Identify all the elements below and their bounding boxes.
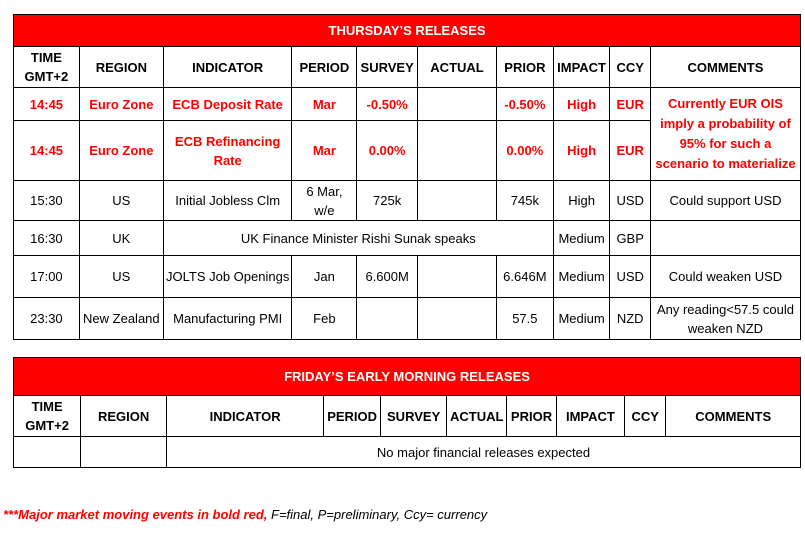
row-actual — [418, 181, 497, 221]
header-prior: PRIOR — [497, 47, 554, 88]
header-indicator: INDICATOR — [163, 47, 292, 88]
row-indicator: Manufacturing PMI — [163, 298, 292, 340]
row-period: Jan — [292, 256, 357, 298]
row-ccy: GBP — [610, 221, 651, 256]
row-survey: -0.50% — [357, 88, 418, 121]
row-ccy: EUR — [610, 88, 651, 121]
row-prior: -0.50% — [497, 88, 554, 121]
header-region: REGION — [79, 47, 163, 88]
row-region: Euro Zone — [79, 88, 163, 121]
row-prior: 745k — [497, 181, 554, 221]
row-actual — [418, 256, 497, 298]
row-survey: 725k — [357, 181, 418, 221]
ecb-comment: Currently EUR OIS imply a probability of 95% for such a scenario to materialize — [650, 88, 800, 181]
footnote-legend: F=final, P=preliminary, Ccy= currency — [267, 507, 488, 522]
row-period: 6 Mar, w/e — [292, 181, 357, 221]
header-comments: COMMENTS — [650, 47, 800, 88]
row-indicator: ECB Refinancing Rate — [163, 121, 292, 181]
row-time-empty — [14, 437, 81, 468]
header-prior: PRIOR — [507, 396, 557, 437]
row-time: 17:00 — [14, 256, 80, 298]
row-impact: High — [553, 181, 610, 221]
no-releases-text: No major financial releases expected — [167, 437, 801, 468]
row-survey — [357, 298, 418, 340]
row-impact: Medium — [553, 256, 610, 298]
row-survey: 0.00% — [357, 121, 418, 181]
row-prior: 0.00% — [497, 121, 554, 181]
row-time: 14:45 — [14, 121, 80, 181]
header-survey: SURVEY — [381, 396, 447, 437]
row-period: Feb — [292, 298, 357, 340]
row-impact: High — [553, 88, 610, 121]
row-time: 23:30 — [14, 298, 80, 340]
row-period: Mar — [292, 88, 357, 121]
header-ccy: CCY — [625, 396, 666, 437]
header-ccy: CCY — [610, 47, 651, 88]
row-comment: Could weaken USD — [650, 256, 800, 298]
friday-releases-table — [13, 357, 801, 468]
header-indicator: INDICATOR — [167, 396, 324, 437]
row-actual — [418, 88, 497, 121]
row-region: US — [79, 256, 163, 298]
header-time: TIME GMT+2 — [14, 396, 81, 437]
header-time: TIME GMT+2 — [14, 47, 80, 88]
row-region: US — [79, 181, 163, 221]
row-impact: Medium — [553, 298, 610, 340]
header-survey: SURVEY — [357, 47, 418, 88]
row-time: 14:45 — [14, 88, 80, 121]
header-region: REGION — [81, 396, 167, 437]
row-prior: 6.646M — [497, 256, 554, 298]
row-indicator: UK Finance Minister Rishi Sunak speaks — [163, 221, 553, 256]
table-row — [14, 88, 801, 121]
row-actual — [418, 298, 497, 340]
friday-banner: FRIDAY’S EARLY MORNING RELEASES — [14, 358, 801, 396]
footnote — [3, 507, 487, 522]
header-actual: ACTUAL — [447, 396, 507, 437]
thursday-banner: THURSDAY’S RELEASES — [14, 15, 801, 47]
row-actual — [418, 121, 497, 181]
header-impact: IMPACT — [556, 396, 624, 437]
row-region: UK — [79, 221, 163, 256]
row-survey: 6.600M — [357, 256, 418, 298]
table-row — [14, 298, 801, 340]
header-actual: ACTUAL — [418, 47, 497, 88]
header-period: PERIOD — [292, 47, 357, 88]
row-time: 16:30 — [14, 221, 80, 256]
row-comment: Any reading<57.5 could weaken NZD — [650, 298, 800, 340]
row-time: 15:30 — [14, 181, 80, 221]
row-indicator: JOLTS Job Openings — [163, 256, 292, 298]
row-region: Euro Zone — [79, 121, 163, 181]
row-impact: Medium — [553, 221, 610, 256]
row-period: Mar — [292, 121, 357, 181]
table-row — [14, 181, 801, 221]
row-region: New Zealand — [79, 298, 163, 340]
table-row — [14, 256, 801, 298]
thursday-releases-table — [13, 14, 801, 340]
row-prior: 57.5 — [497, 298, 554, 340]
row-ccy: NZD — [610, 298, 651, 340]
header-comments: COMMENTS — [666, 396, 801, 437]
row-ccy: USD — [610, 181, 651, 221]
footnote-bold-red: ***Major market moving events in bold red, — [3, 507, 268, 522]
header-period: PERIOD — [324, 396, 381, 437]
row-region-empty — [81, 437, 167, 468]
row-impact: High — [553, 121, 610, 181]
header-impact: IMPACT — [553, 47, 610, 88]
row-indicator: ECB Deposit Rate — [163, 88, 292, 121]
row-ccy: USD — [610, 256, 651, 298]
row-indicator: Initial Jobless Clm — [163, 181, 292, 221]
row-comment: Could support USD — [650, 181, 800, 221]
row-ccy: EUR — [610, 121, 651, 181]
table-row — [14, 437, 801, 468]
row-comment — [650, 221, 800, 256]
table-row — [14, 221, 801, 256]
